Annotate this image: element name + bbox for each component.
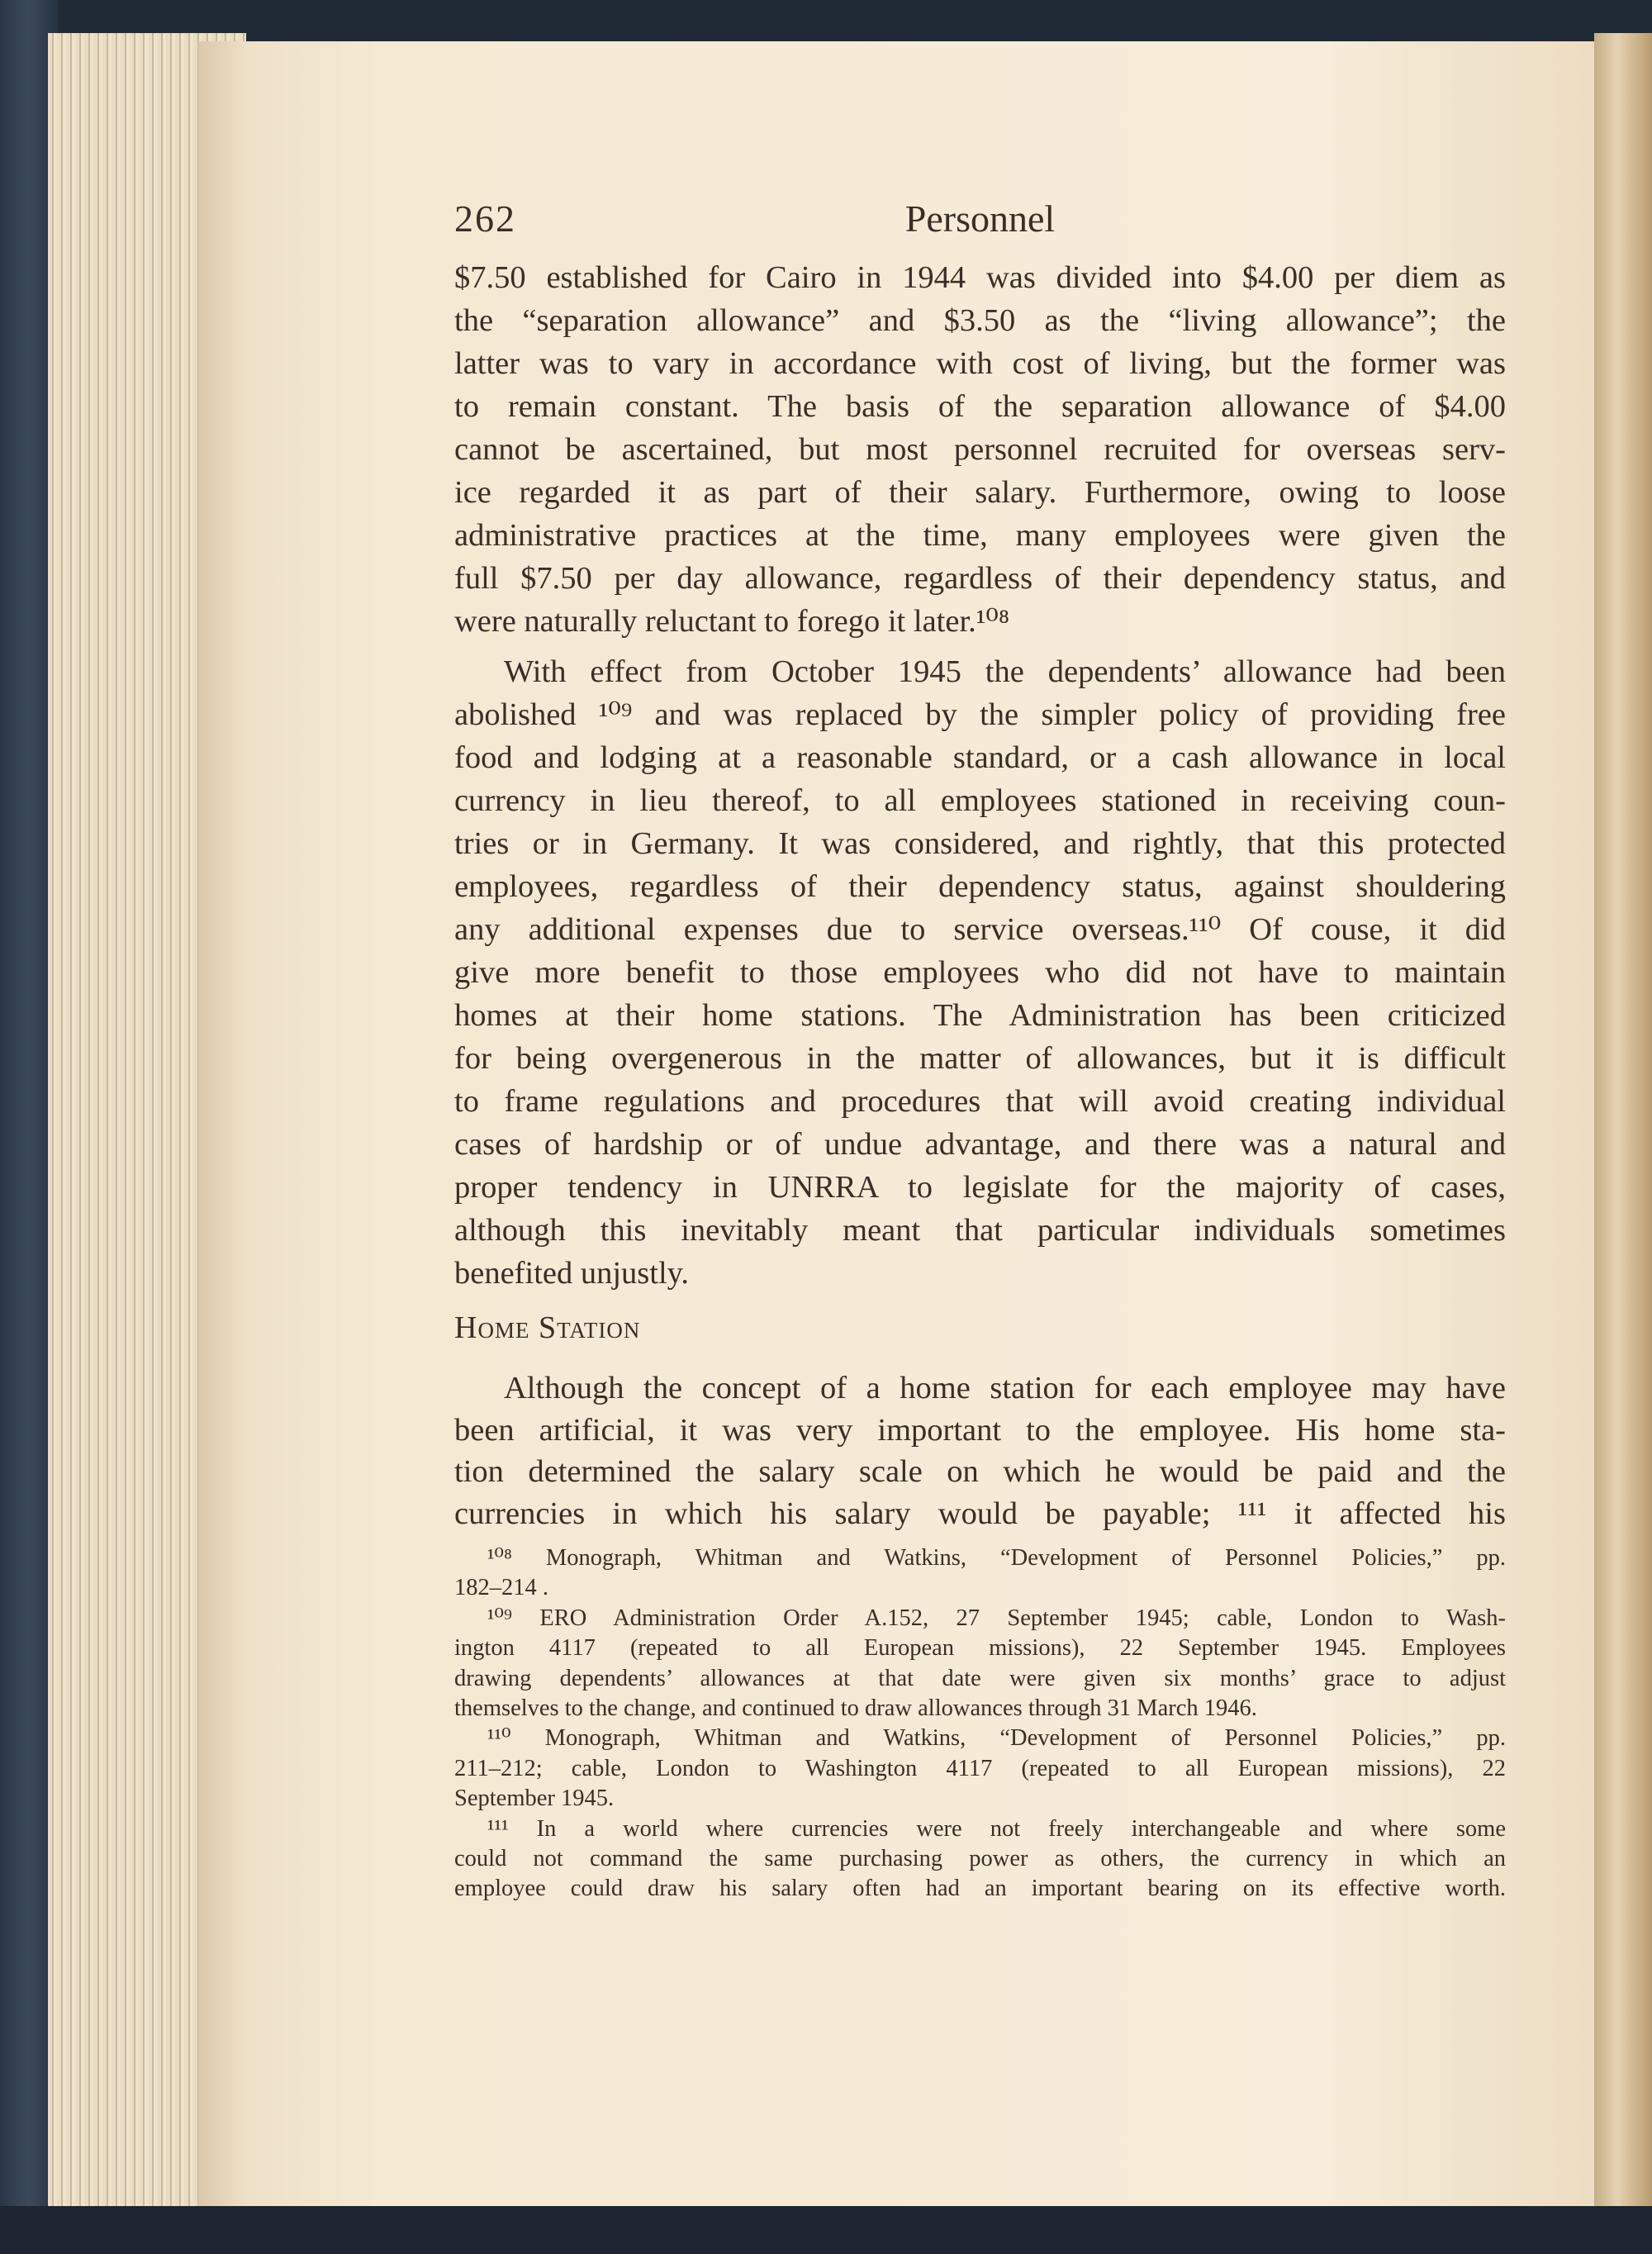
text-line: food and lodging at a reasonable standard, or a cash allowance in local (454, 740, 1506, 775)
footnote-line: could not command the same purchasing power as others, the currency in which an (454, 1845, 1506, 1871)
text-line: latter was to vary in accordance with cost of living, but the former was (454, 346, 1506, 381)
page-header (454, 197, 1506, 246)
text-line: full $7.50 per day allowance, regardless of their dependency status, and (454, 561, 1506, 596)
text-line: any additional expenses due to service overseas.¹¹⁰ Of couse, it did (454, 912, 1506, 947)
page-number: 262 (454, 197, 516, 240)
text-line: were naturally reluctant to forego it later.¹⁰⁸ (454, 604, 1010, 639)
text-line: to remain constant. The basis of the separation allowance of $4.00 (454, 389, 1506, 424)
text-line: ice regarded it as part of their salary. Furthermore, owing to loose (454, 475, 1506, 510)
footnote-line: ington 4117 (repeated to all European missions), 22 September 1945. Employees (454, 1635, 1506, 1662)
text-line: tries or in Germany. It was considered, and rightly, that this protected (454, 826, 1506, 861)
footnote-line: September 1945. (454, 1786, 615, 1812)
text-line: to frame regulations and procedures that will avoid creating individual (454, 1084, 1506, 1119)
text-line: proper tendency in UNRRA to legislate for the majority of cases, (454, 1170, 1506, 1205)
text-line: benefited unjustly. (454, 1256, 690, 1291)
paragraph-1 (454, 256, 1506, 643)
text-line: cases of hardship or of undue advantage, and there was a natural and (454, 1127, 1506, 1162)
paragraph-3 (454, 1367, 1506, 1534)
text-line: cannot be ascertained, but most personnel recruited for overseas serv- (454, 432, 1506, 467)
footnote-line: 211–212; cable, London to Washington 4117 (repeated to all European missions), 22 (454, 1755, 1506, 1781)
footnote-line: ¹¹⁰ Monograph, Whitman and Watkins, “Development of Personnel Policies,” pp. (487, 1725, 1506, 1752)
text-line: although this inevitably meant that particular individuals sometimes (454, 1213, 1506, 1248)
footnote-line: ¹⁰⁸ Monograph, Whitman and Watkins, “Development of Personnel Policies,” pp. (487, 1545, 1506, 1571)
footnote-line: ¹⁰⁹ ERO Administration Order A.152, 27 September 1945; cable, London to Wash- (487, 1605, 1506, 1631)
footnote-line: ¹¹¹ In a world where currencies were not freely interchangeable and where some (487, 1815, 1506, 1842)
background (0, 2206, 1652, 2254)
footnote-line: employee could draw his salary often had an important bearing on its effective worth. (454, 1876, 1506, 1902)
text-line: currency in lieu thereof, to all employees stationed in receiving coun- (454, 783, 1506, 818)
text-line: currencies in which his salary would be payable; ¹¹¹ it affected his (454, 1496, 1506, 1531)
text-line: the “separation allowance” and $3.50 as the “living allowance”; the (454, 303, 1506, 338)
text-line: $7.50 established for Cairo in 1944 was divided into $4.00 per diem as (454, 260, 1506, 295)
section-heading: Home Station (454, 1310, 641, 1345)
text-line: With effect from October 1945 the dependents’ allowance had been (504, 654, 1506, 689)
text-line: tion determined the salary scale on which he would be paid and the (454, 1454, 1506, 1489)
text-line: for being overgenerous in the matter of allowances, but it is difficult (454, 1041, 1506, 1076)
facing-page-edge (1594, 33, 1652, 2223)
text-line: Although the concept of a home station for each employee may have (504, 1371, 1506, 1405)
text-line: abolished ¹⁰⁹ and was replaced by the simpler policy of providing free (454, 697, 1506, 732)
running-title: Personnel (904, 197, 1056, 240)
text-line: homes at their home stations. The Administration has been criticized (454, 998, 1506, 1033)
text-line: give more benefit to those employees who did not have to maintain (454, 955, 1506, 990)
text-line: administrative practices at the time, many employees were given the (454, 518, 1506, 553)
footnote-line: 182–214 . (454, 1575, 548, 1601)
footnote-line: drawing dependents’ allowances at that date were given six months’ grace to adjust (454, 1665, 1506, 1691)
paragraph-2 (454, 650, 1506, 1295)
text-line: employees, regardless of their dependency status, against shouldering (454, 869, 1506, 904)
text-line: been artificial, it was very important to the employee. His home sta- (454, 1412, 1506, 1448)
footnotes (454, 1543, 1506, 1904)
footnote-line: themselves to the change, and continued to draw allowances through 31 March 1946. (454, 1695, 1257, 1721)
